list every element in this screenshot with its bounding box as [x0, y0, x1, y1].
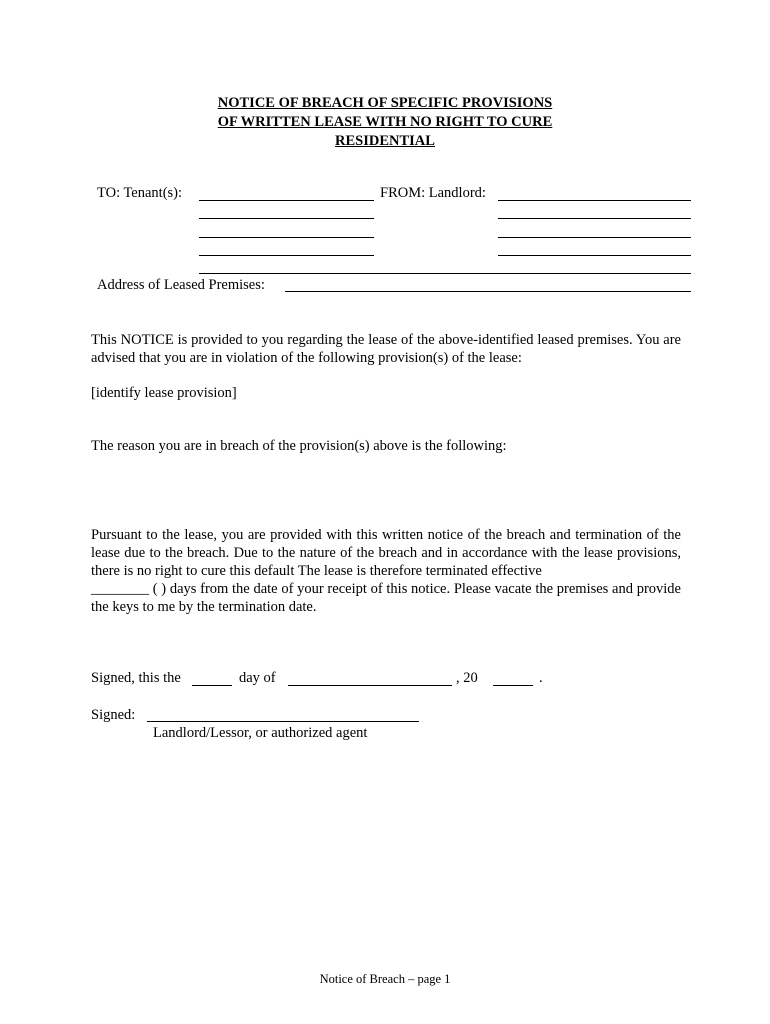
landlord-line-1[interactable]	[498, 200, 691, 201]
signed-month-field[interactable]	[288, 685, 452, 686]
landlord-line-2[interactable]	[498, 218, 691, 219]
tenant-line-1[interactable]	[199, 200, 374, 201]
tenant-line-4[interactable]	[199, 255, 374, 256]
tenant-line-3[interactable]	[199, 237, 374, 238]
title-line-1: NOTICE OF BREACH OF SPECIFIC PROVISIONS	[217, 95, 553, 111]
from-landlord-label: FROM: Landlord:	[380, 185, 486, 201]
termination-paragraph-b: ________ ( ) days from the date of your receipt of this notice. Please vacate the premises and provide the keys to me by the termination date.	[91, 581, 681, 615]
breach-reason: The reason you are in breach of the provision(s) above is the following:	[91, 438, 507, 454]
title-line-2: OF WRITTEN LEASE WITH NO RIGHT TO CURE	[217, 114, 553, 130]
address-line-upper[interactable]	[199, 273, 691, 274]
signed-day-of-label: day of	[239, 670, 276, 686]
signed-date-prefix: Signed, this the	[91, 670, 181, 686]
signature-field[interactable]	[147, 721, 419, 722]
title-line-3: RESIDENTIAL	[335, 133, 435, 149]
signed-day-field[interactable]	[192, 685, 232, 686]
signed-date-end: .	[539, 670, 543, 686]
landlord-line-3[interactable]	[498, 237, 691, 238]
to-tenant-label: TO: Tenant(s):	[97, 185, 183, 201]
page-footer: Notice of Breach – page 1	[319, 972, 451, 986]
termination-paragraph-a: Pursuant to the lease, you are provided with this written notice of the breach and termination of the lease due to the breach. Due to the nature of the breach and in accordance with the lease provisions, there is no right to cure this default The lease is therefore terminated effective	[91, 527, 681, 579]
signed-year-field[interactable]	[493, 685, 533, 686]
signed-year-prefix: , 20	[456, 670, 478, 686]
landlord-line-4[interactable]	[498, 255, 691, 256]
address-label: Address of Leased Premises:	[97, 277, 265, 293]
signed-label: Signed:	[91, 707, 136, 723]
address-line[interactable]	[285, 291, 691, 292]
identify-provision: [identify lease provision]	[91, 385, 237, 401]
notice-paragraph: This NOTICE is provided to you regarding the lease of the above-identified leased premises. You are advised that you are in violation of the following provision(s) of the lease:	[91, 332, 681, 366]
tenant-line-2[interactable]	[199, 218, 374, 219]
signer-caption: Landlord/Lessor, or authorized agent	[153, 725, 368, 741]
